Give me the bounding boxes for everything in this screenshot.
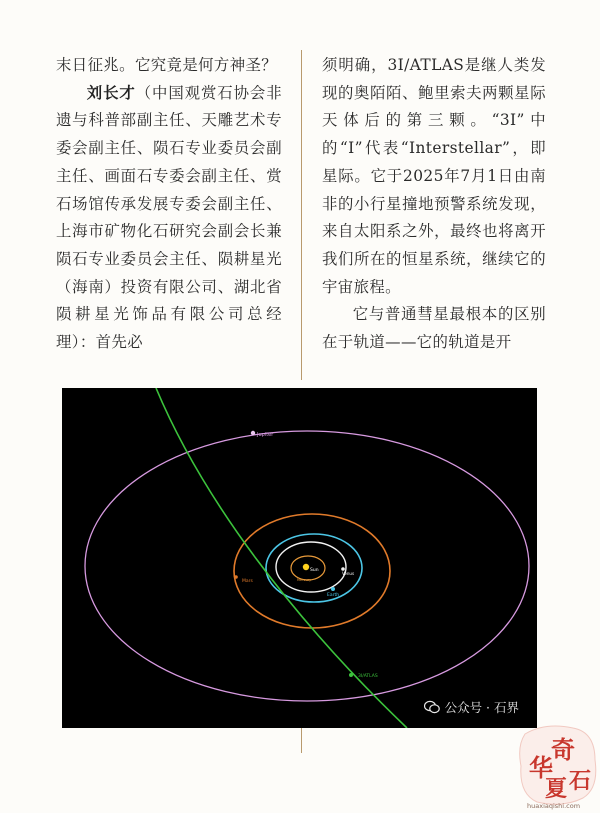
wechat-icon [424,700,440,714]
solar-system-orbit-figure [62,388,537,728]
seal-url: huaxiaqishi.com [527,802,581,810]
author-name: 刘长才 [86,83,136,102]
sun-label: Sun [310,568,319,573]
orbit-diagram [62,388,537,728]
right-paragraph-2: 它与普通彗星最根本的区别在于轨道——它的轨道是开 [322,305,546,352]
earth-label: Earth [327,593,340,598]
seal-char-xia: 夏 [545,776,568,802]
seal-char-shi: 石 [569,768,592,794]
watermark-text: 公众号 · 石界 [444,700,519,715]
sun-marker [303,564,309,570]
column-divider-bottom [301,727,302,753]
right-column [322,52,546,357]
right-paragraph-1: 须明确，3I/ATLAS是继人类发现的奥陌陌、鲍里索夫两颗星际天体后的第三颗。“3I”中的“I”代表“Interstellar”，即星际。它于2025年7月1日由南非的小行星撞地预警系统发现，来自太阳系之外，最终也将离开我们所在的恒星系统，继续它的宇宙旅程。 [322,56,546,296]
mars-marker [234,575,238,579]
column-divider-top [301,50,302,380]
seal-char-qi: 奇 [551,735,575,764]
mars-label: Mars [242,579,253,584]
jupiter-label: Jupiter [257,432,274,438]
huaxia-qishi-seal-logo [515,720,599,812]
author-paragraph [56,80,282,357]
left-column [56,52,282,357]
jupiter-marker [251,431,255,435]
wechat-watermark [424,698,519,716]
venus-label: Venus [342,571,355,576]
comet-marker [349,673,353,677]
left-text-line1: 末日征兆。它究竟是何方神圣？ [56,56,278,74]
earth-marker [331,587,335,591]
comet-label: 3I/ATLAS [358,674,378,679]
mercury-label: Mercury [297,578,312,582]
seal-char-hua: 华 [529,753,553,782]
author-bio: （中国观赏石协会非遗与科普部副主任、天雕艺术专委会副主任、陨石专业委员会副主任、画面石专委会副主任、赏石场馆传承发展专委会副主任、上海市矿物化石研究会副会长兼陨石专业委员会主任、陨耕星光（海南）投资有限公司、湖北省陨耕星光饰品有限公司总经理）：首先必 [56,83,282,352]
